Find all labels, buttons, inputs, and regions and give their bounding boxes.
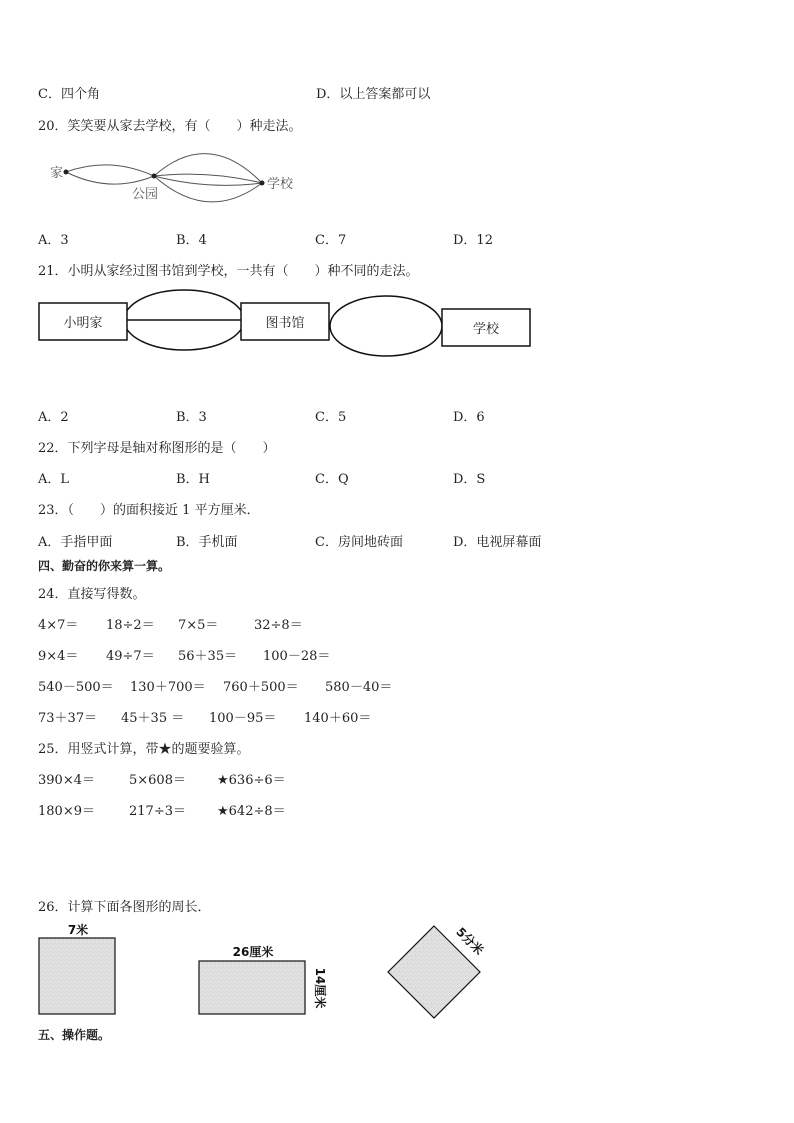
- q26-square: [39, 938, 115, 1014]
- q25-problem: 390×4＝: [38, 773, 95, 788]
- q21-school-label: 学校: [472, 322, 500, 337]
- q24-problem: 130＋700＝: [130, 680, 206, 695]
- q20-option-a: A．3: [38, 233, 69, 248]
- q20-park-dot: [152, 174, 157, 179]
- q26-square-label: 7米: [67, 923, 89, 937]
- q20-option-d: D．12: [453, 233, 493, 248]
- q22-option-d: D．S: [453, 472, 486, 487]
- q24-problem: 580－40＝: [325, 680, 393, 695]
- q20-route-mid-lower: [154, 176, 262, 185]
- q24-problem: 18÷2＝: [106, 618, 155, 633]
- q20-option-b: B．4: [176, 233, 207, 248]
- q19-option-c: C．四个角: [38, 87, 100, 102]
- section-5-title: 五、操作题。: [38, 1028, 111, 1042]
- q22-option-a: A．L: [38, 472, 70, 487]
- q25-problem: 217÷3＝: [129, 804, 186, 819]
- q26-rectangle: [199, 961, 305, 1014]
- q24-problem: 73＋37＝: [38, 711, 98, 726]
- q20-home-dot: [64, 170, 69, 175]
- q24-problem: 49÷7＝: [106, 649, 155, 664]
- q23-option-d: D．电视屏幕面: [453, 535, 542, 550]
- q20-school-label: 学校: [267, 177, 294, 192]
- q26-rhombus-label: 5分米: [453, 924, 487, 958]
- q20-route-upper: [66, 165, 154, 176]
- q24-problem: 100－28＝: [263, 649, 331, 664]
- q21-option-d: D．6: [453, 410, 485, 425]
- q21-option-b: B．3: [176, 410, 207, 425]
- q20-park-label: 公园: [132, 187, 159, 202]
- q21-option-a: A．2: [38, 410, 69, 425]
- q24-problem: 760＋500＝: [223, 680, 299, 695]
- q23-option-c: C．房间地砖面: [315, 535, 403, 550]
- q20-stem: 20．笑笑要从家去学校，有（ ）种走法。: [38, 119, 302, 134]
- q23-option-b: B．手机面: [176, 535, 238, 550]
- q22-option-b: B．H: [176, 472, 210, 487]
- q20-route-lower: [66, 172, 154, 184]
- q24-stem: 24．直接写得数。: [38, 587, 146, 602]
- q25-stem: 25．用竖式计算，带★的题要验算。: [38, 742, 250, 757]
- q20-route-diagram: [40, 146, 310, 210]
- section-4-title: 四、勤奋的你来算一算。: [38, 559, 171, 573]
- q20-home-label: 家: [50, 166, 64, 181]
- q21-route-diagram: [36, 288, 536, 362]
- q22-stem: 22．下列字母是轴对称图形的是（ ）: [38, 441, 276, 456]
- q24-problem: 140＋60＝: [304, 711, 372, 726]
- q24-problem: 32÷8＝: [254, 618, 303, 633]
- q25-problem: ★636÷6＝: [217, 773, 286, 788]
- q21-library-label: 图书馆: [265, 316, 305, 331]
- q21-home-label: 小明家: [63, 316, 103, 331]
- q20-school-dot: [260, 181, 265, 186]
- q24-problem: 100－95＝: [209, 711, 277, 726]
- q21-route-ellipse-2: [330, 296, 442, 356]
- q24-problem: 45＋35 ＝: [121, 711, 185, 726]
- q25-problem: 180×9＝: [38, 804, 95, 819]
- q24-problem: 9×4＝: [38, 649, 79, 664]
- q19-option-d: D．以上答案都可以: [316, 87, 431, 102]
- q20-option-c: C．7: [315, 233, 347, 248]
- q24-problem: 56＋35＝: [178, 649, 238, 664]
- q25-problem: 5×608＝: [129, 773, 186, 788]
- q24-problem: 7×5＝: [178, 618, 219, 633]
- q26-figures: [34, 918, 504, 1024]
- q21-option-c: C．5: [315, 410, 347, 425]
- q20-route-top: [154, 154, 262, 183]
- q24-problem: 4×7＝: [38, 618, 79, 633]
- q22-option-c: C．Q: [315, 472, 349, 487]
- q21-stem: 21．小明从家经过图书馆到学校，一共有（ ）种不同的走法。: [38, 264, 419, 279]
- q23-option-a: A．手指甲面: [38, 535, 113, 550]
- q24-problem: 540－500＝: [38, 680, 114, 695]
- q26-rect-height-label: 14厘米: [313, 967, 327, 1009]
- q23-stem: 23．（ ）的面积接近 1 平方厘米．: [38, 503, 260, 518]
- q25-problem: ★642÷8＝: [217, 804, 286, 819]
- q26-stem: 26．计算下面各图形的周长．: [38, 900, 211, 915]
- q20-route-mid-upper: [154, 174, 262, 183]
- q26-rect-width-label: 26厘米: [232, 945, 274, 959]
